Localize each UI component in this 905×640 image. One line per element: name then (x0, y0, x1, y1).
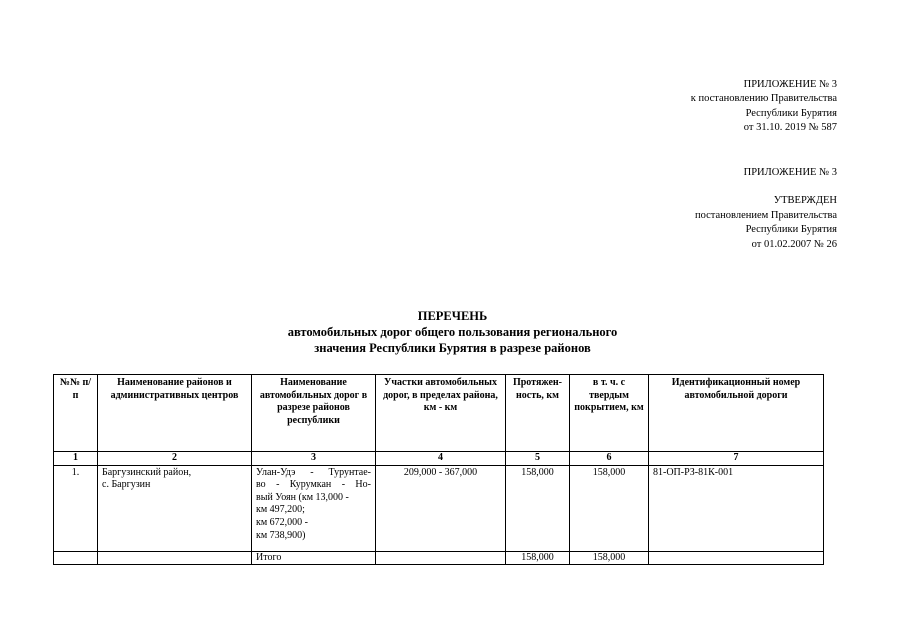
annex-original-line3: от 01.02.2007 № 26 (751, 238, 837, 250)
annex-original-approved: УТВЕРЖДЕН (773, 195, 837, 207)
road-name-line: км 738,900) (256, 529, 306, 541)
document-title-line3: значения Республики Бурятия в разрезе районов (314, 341, 591, 356)
annex-original-line2: Республики Бурятия (745, 224, 837, 236)
road-name-line: Улан-Удэ - Турунтае- (256, 466, 371, 478)
total-empty-cell (649, 551, 824, 565)
id-number-cell: 81-ОП-РЗ-81К-001 (649, 465, 824, 551)
column-number: 6 (570, 452, 649, 466)
paved-cell: 158,000 (570, 465, 649, 551)
annex-original-line1: постановлением Правительства (694, 209, 837, 221)
header-district: Наименование районов и административных центров (98, 375, 252, 452)
header-length: Протяжен-ность, км (506, 375, 570, 452)
column-number: 5 (506, 452, 570, 466)
total-empty-cell (54, 551, 98, 565)
column-number: 1 (54, 452, 98, 466)
header-id-number: Идентификационный номер автомобильной дороги (649, 375, 824, 452)
row-number: 1. (54, 465, 98, 551)
road-name-line: км 672,000 - (256, 516, 309, 528)
header-road-name: Наименование автомобильных дорог в разрезе районов республики (252, 375, 376, 452)
annex-current-line2: Республики Бурятия (745, 107, 837, 119)
total-paved: 158,000 (570, 551, 649, 565)
document-title-line2: автомобильных дорог общего пользования регионального (287, 325, 618, 340)
district-name: Баргузинский район, (102, 466, 192, 478)
sections-cell: 209,000 - 367,000 (376, 465, 506, 551)
total-length: 158,000 (506, 551, 570, 565)
annex-current-block (691, 78, 837, 136)
length-cell: 158,000 (506, 465, 570, 551)
column-number-row (54, 452, 824, 466)
column-number: 3 (252, 452, 376, 466)
annex-current-line3: от 31.10. 2019 № 587 (743, 122, 837, 134)
document-title (0, 308, 905, 357)
total-label: Итого (252, 551, 376, 565)
road-name-line: км 497,200; (256, 504, 305, 516)
road-name-line: во - Курумкан - Но- (256, 479, 371, 491)
annex-original-block (695, 166, 837, 252)
table-header-row (54, 375, 824, 452)
total-empty-cell (376, 551, 506, 565)
column-number: 2 (98, 452, 252, 466)
annex-original-title: ПРИЛОЖЕНИЕ № 3 (743, 167, 837, 178)
total-row (54, 551, 824, 565)
document-title-line1: ПЕРЕЧЕНЬ (417, 309, 488, 323)
column-number: 7 (649, 452, 824, 466)
annex-current-title: ПРИЛОЖЕНИЕ № 3 (743, 79, 837, 90)
district-cell (98, 465, 252, 551)
header-paved: в т. ч. с твердым покрытием, км (570, 375, 649, 452)
roads-table (53, 374, 824, 565)
table-row (54, 465, 824, 551)
total-empty-cell (98, 551, 252, 565)
header-sections: Участки автомобильных дорог, в пределах района, км - км (376, 375, 506, 452)
road-name-cell (252, 465, 376, 551)
district-center: с. Баргузин (102, 479, 151, 491)
annex-current-line1: к постановлению Правительства (690, 93, 837, 105)
column-number: 4 (376, 452, 506, 466)
header-number: №№ п/п (54, 375, 98, 452)
road-name-line: вый Уоян (км 13,000 - (256, 491, 349, 503)
